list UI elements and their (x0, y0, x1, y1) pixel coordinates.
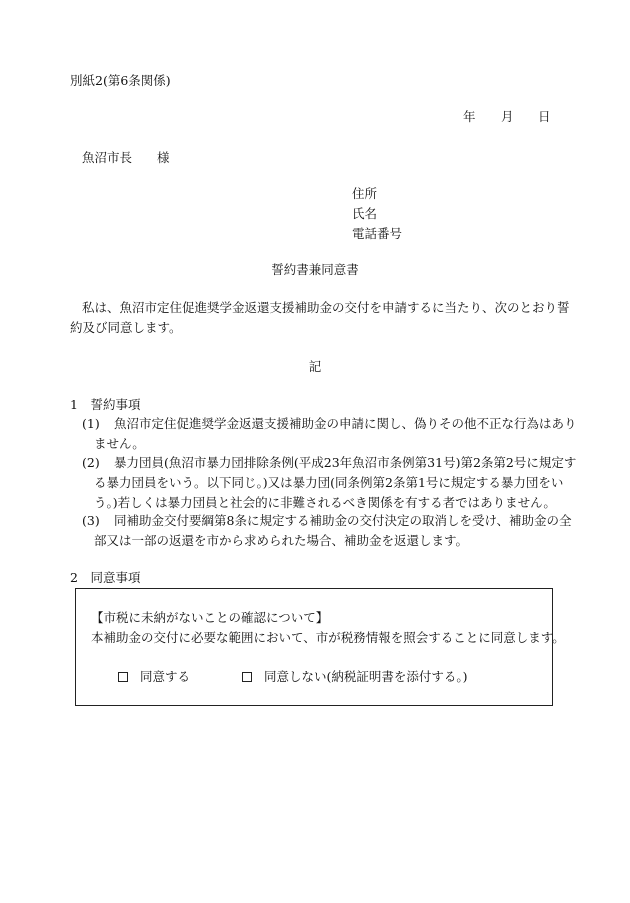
section2-heading: 2 同意事項 (70, 570, 141, 585)
date-year: 年 (463, 109, 476, 124)
section1-heading: 1 誓約事項 (70, 397, 141, 412)
intro-line: 約及び同意します。 (70, 320, 182, 335)
consent-box (75, 588, 565, 706)
name-label: 氏名 (352, 206, 378, 221)
address-label: 住所 (352, 186, 378, 201)
option-disagree[interactable] (242, 668, 468, 686)
item-line: 暴力団員(魚沼市暴力団排除条例(平成23年魚沼市条例第31号)第2条第2号に規定す (114, 455, 577, 470)
option-agree[interactable] (118, 668, 190, 686)
option-agree-label: 同意する (140, 669, 191, 684)
item-line: 同補助金交付要綱第8条に規定する補助金の交付決定の取消しを受け、補助金の全 (114, 513, 572, 528)
item-number: (1) (82, 416, 100, 431)
consent-box-heading: 【市税に未納がないことの確認について】 (91, 610, 329, 625)
attachment-label: 別紙2(第6条関係) (70, 73, 171, 88)
item-text (94, 511, 572, 551)
recipient: 魚沼市長 様 (82, 150, 170, 165)
item-text (94, 453, 577, 513)
item-line: ません。 (94, 436, 145, 451)
consent-box-text: 本補助金の交付に必要な範囲において、市が税務情報を照会することに同意します。 (91, 630, 565, 645)
item-text (94, 414, 577, 454)
document-title: 誓約書兼同意書 (271, 262, 359, 277)
item-line: う。)若しくは暴力団員と社会的に非難されるべき関係を有する者ではありません。 (94, 495, 556, 510)
intro-line: 私は、魚沼市定住促進奨学金返還支援補助金の交付を申請するに当たり、次のとおり誓 (82, 300, 570, 315)
date-day: 日 (538, 109, 551, 124)
item-line: る暴力団員をいう。以下同じ。)又は暴力団(同条例第2条第1号に規定する暴力団をい (94, 475, 564, 490)
item-line: 部又は一部の返還を市から求められた場合、補助金を返還します。 (94, 533, 469, 548)
ki-mark: 記 (308, 359, 322, 374)
item-number: (2) (82, 455, 100, 470)
checkbox-icon[interactable] (118, 672, 128, 682)
date-month: 月 (501, 109, 514, 124)
checkbox-icon[interactable] (242, 672, 252, 682)
item-number: (3) (82, 513, 100, 528)
item-line: 魚沼市定住促進奨学金返還支援補助金の申請に関し、偽りその他不正な行為はあり (114, 416, 577, 431)
option-disagree-label: 同意しない(納税証明書を添付する。) (264, 669, 468, 684)
phone-label: 電話番号 (352, 226, 403, 241)
